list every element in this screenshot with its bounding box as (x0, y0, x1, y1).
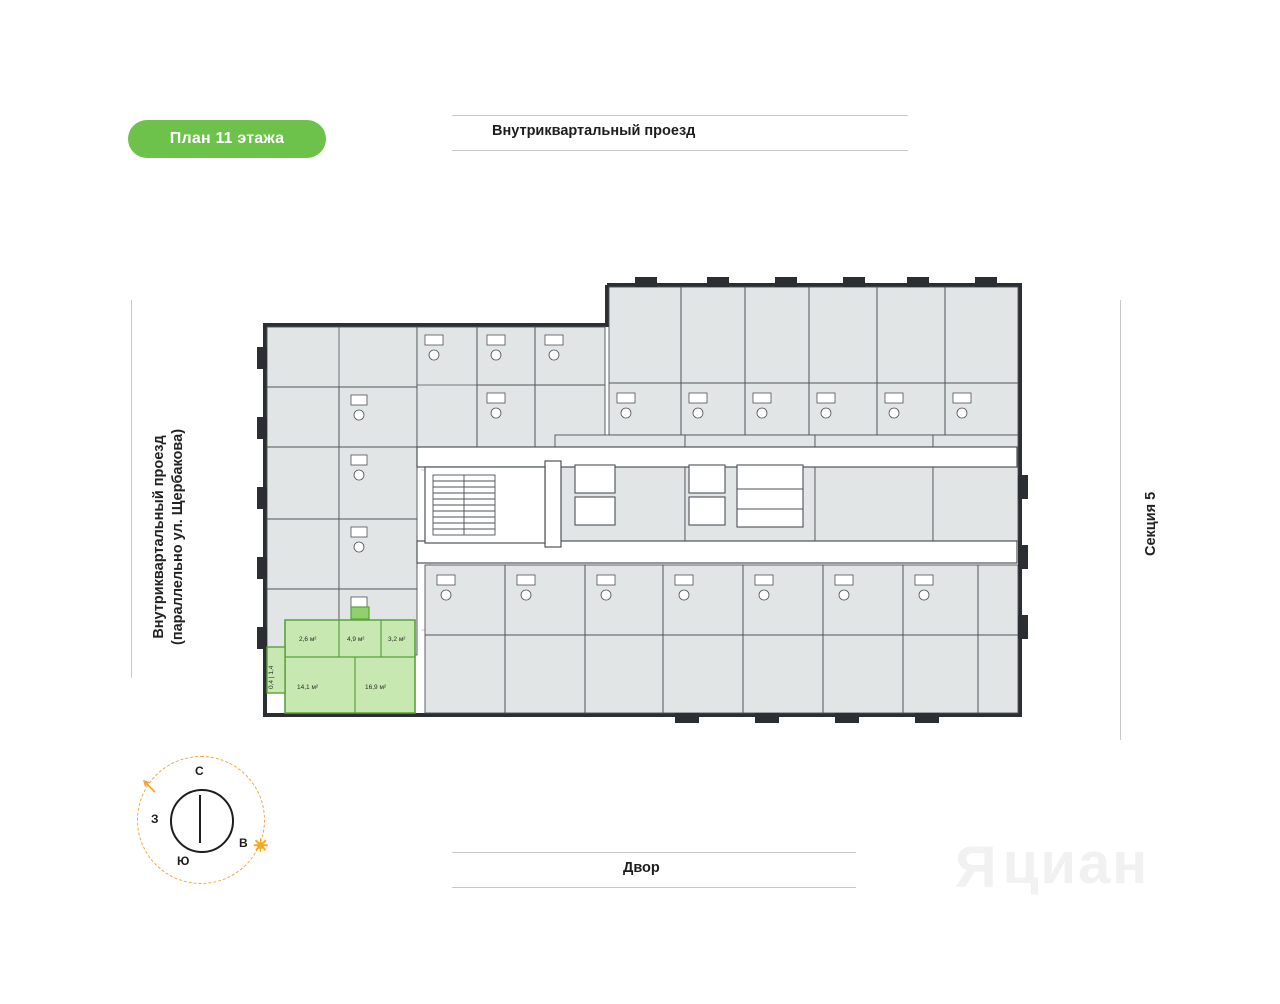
label-left-street-line1: Внутриквартальный проезд (151, 435, 167, 639)
room-area-balcony: 0,4 | 1,4 (268, 665, 275, 689)
watermark-text: циан (1002, 831, 1150, 896)
floor-plan-badge (128, 120, 326, 158)
right-label-rule (1120, 300, 1121, 740)
compass-needle (199, 795, 201, 843)
room-area-closet: 3,2 м² (388, 636, 406, 643)
label-left-street-line2: (параллельно ул. Щербакова) (170, 428, 186, 645)
label-right-section: Секция 5 (1143, 491, 1159, 556)
staircase (433, 475, 495, 535)
label-top-street: Внутриквартальный проезд (492, 123, 696, 139)
watermark-mark: Я (955, 835, 999, 900)
bottom-label-rule-top (452, 852, 856, 853)
left-label-rule (131, 300, 132, 678)
room-area-hall: 4,9 м² (347, 636, 365, 643)
compass-circle (170, 789, 234, 853)
compass-west-label: З (151, 812, 159, 826)
sun-icon (253, 838, 267, 852)
room-area-bathroom: 2,6 м² (299, 636, 317, 643)
top-label-rule-right (452, 150, 908, 151)
floor-plan-badge-label: План 11 этажа (169, 130, 285, 147)
compass-rose (131, 750, 281, 890)
top-label-rule-left (452, 115, 908, 116)
sun-direction-arrow (141, 778, 157, 794)
compass-east-label: В (239, 836, 248, 850)
compass-south-label: Ю (177, 854, 190, 868)
label-bottom-yard: Двор (623, 860, 660, 876)
watermark (955, 830, 1150, 900)
compass-north-label: С (195, 764, 204, 778)
label-left-street (150, 429, 188, 645)
floor-plan-drawing[interactable] (255, 275, 1030, 725)
room-area-living: 14,1 м² (297, 684, 319, 691)
room-area-kitchen: 16,9 м² (365, 684, 387, 691)
bottom-label-rule-bottom (452, 887, 856, 888)
highlighted-apartment (267, 607, 415, 713)
